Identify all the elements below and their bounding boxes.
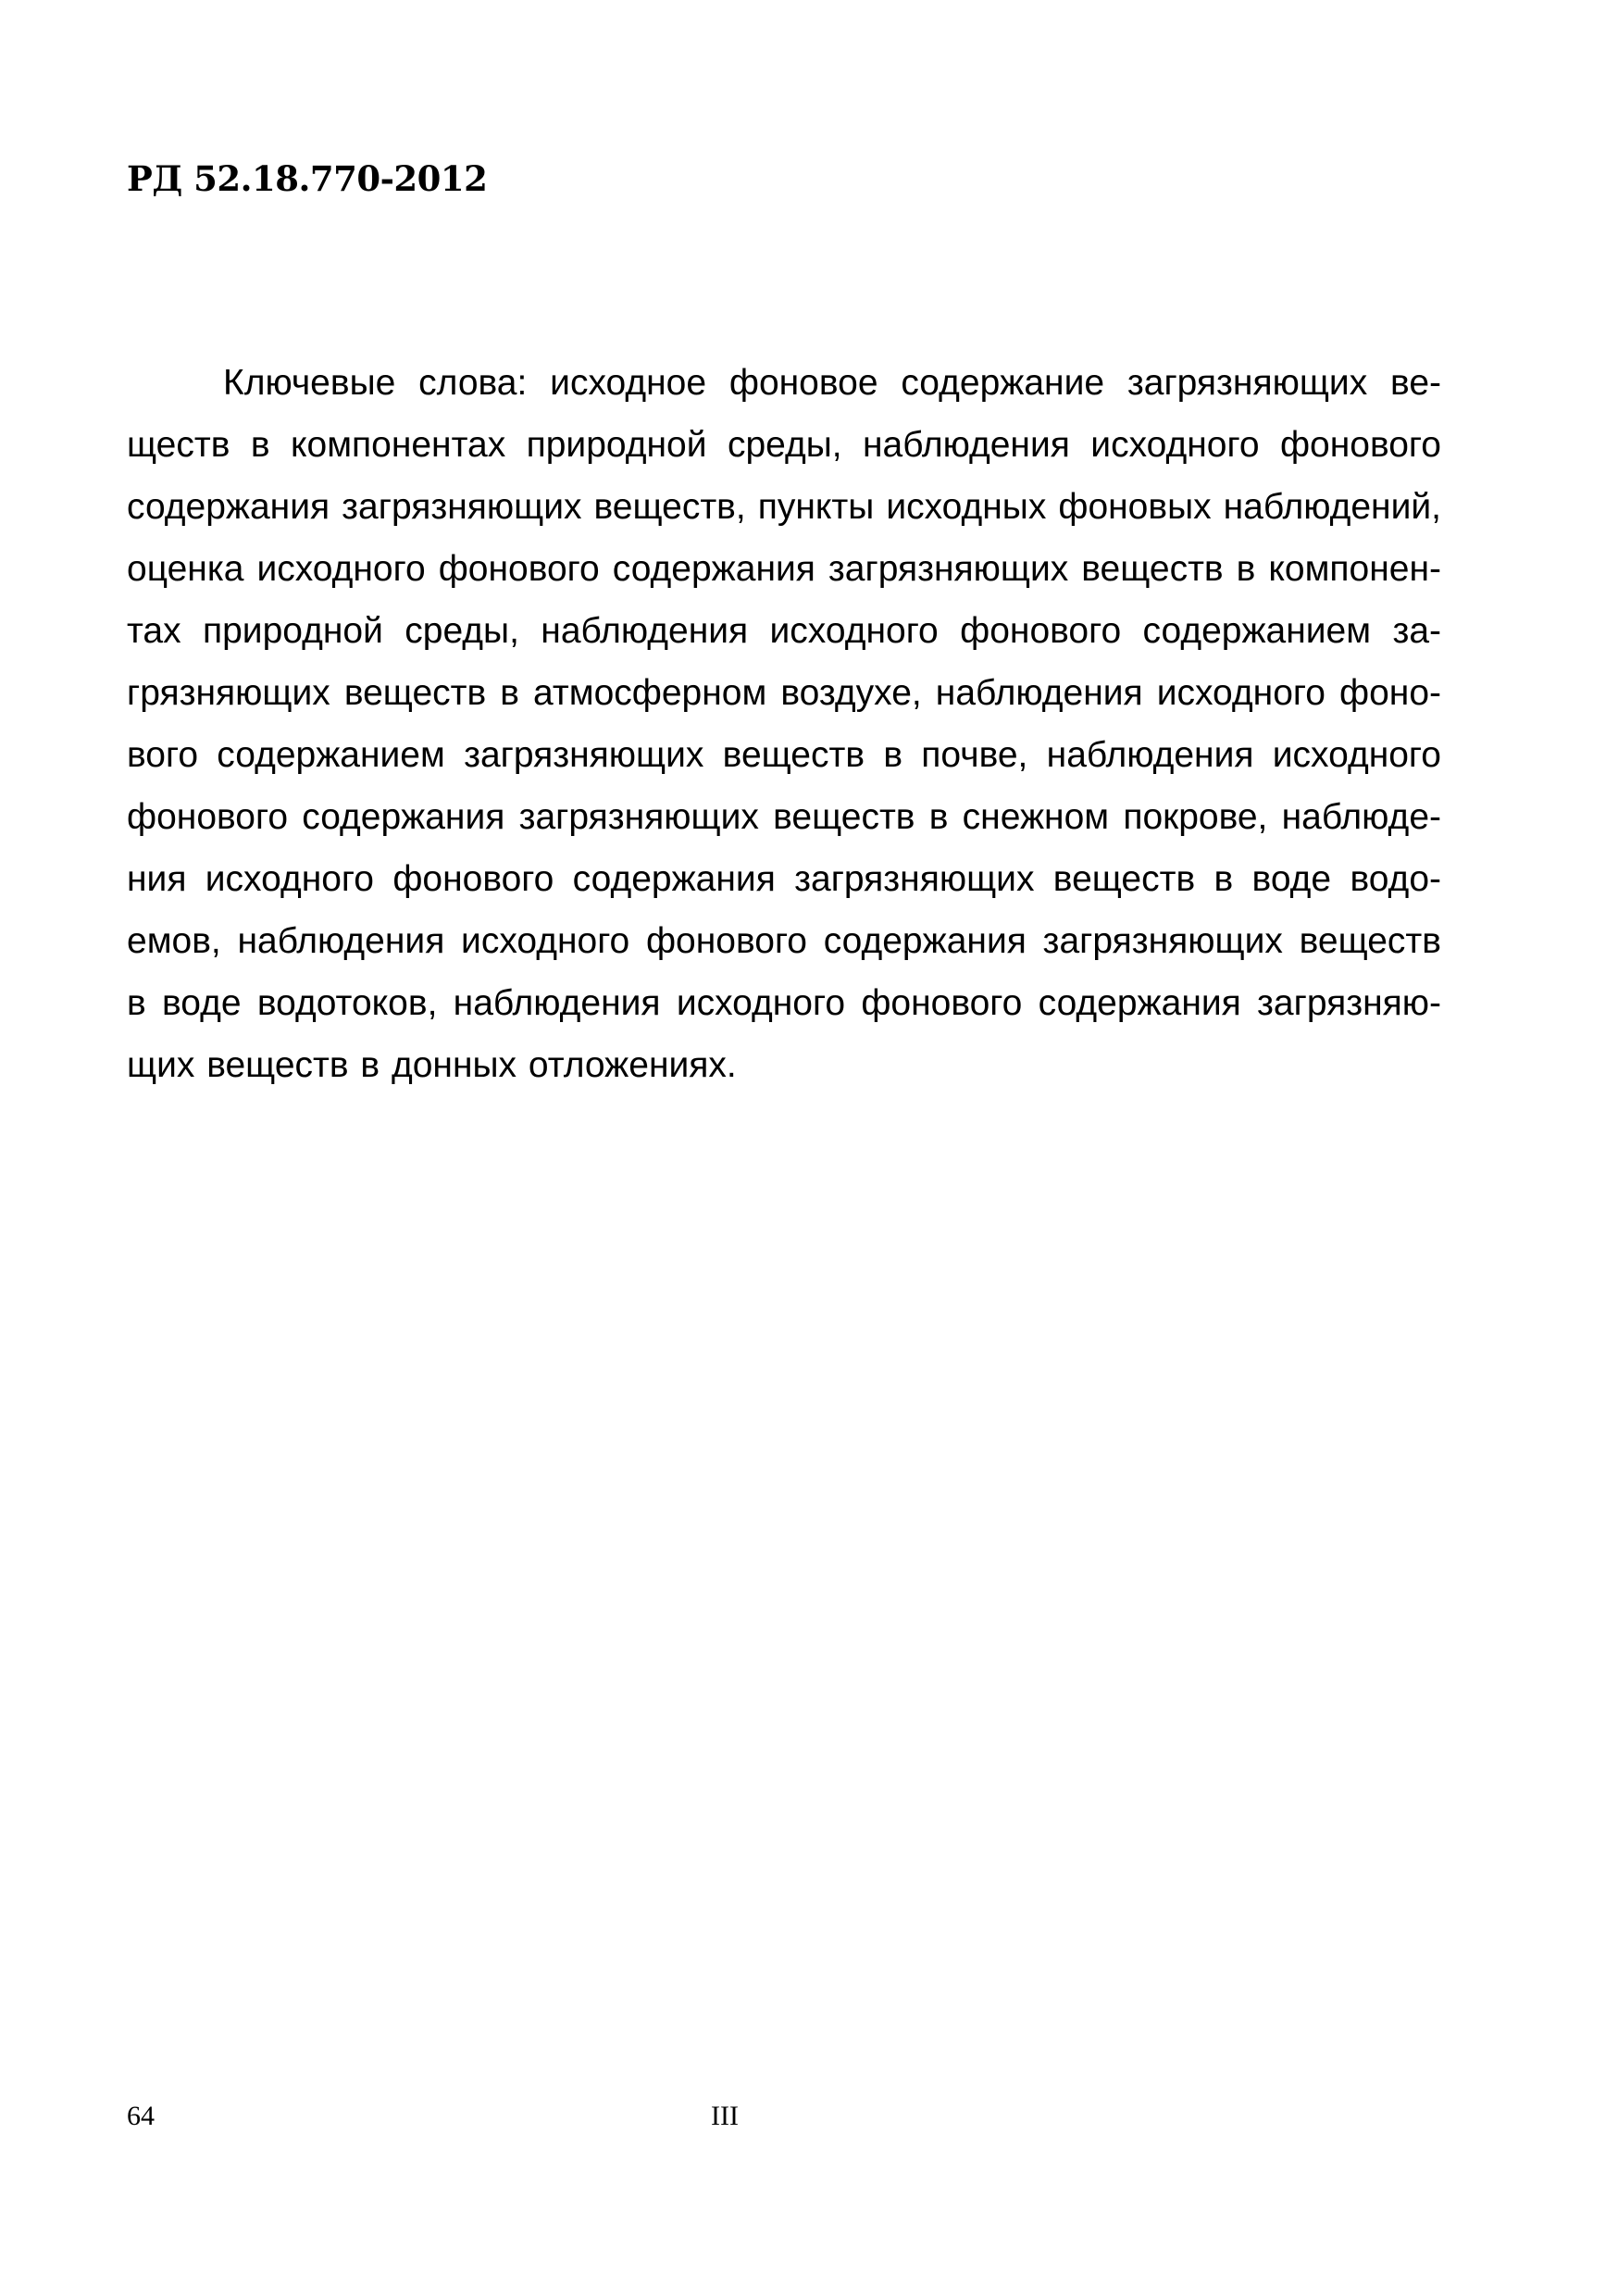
keywords-paragraph (127, 352, 1441, 1096)
keywords-line: тах природной среды, наблюдения исходного фонового содержанием за- (127, 611, 1441, 651)
keywords-line: фонового содержания загрязняющих веществ в снежном покрове, наблюде- (127, 797, 1441, 837)
keywords-line: в воде водотоков, наблюдения исходного фонового содержания загрязняю- (127, 983, 1441, 1023)
keywords-line: Ключевые слова: исходное фоновое содержание загрязняющих ве- (223, 363, 1441, 403)
keywords-line: оценка исходного фонового содержания загрязняющих веществ в компонен- (127, 549, 1441, 589)
keywords-line: емов, наблюдения исходного фонового содержания загрязняющих веществ (127, 921, 1441, 961)
keywords-line: ществ в компонентах природной среды, наблюдения исходного фонового (127, 425, 1441, 465)
keywords-line: вого содержанием загрязняющих веществ в почве, наблюдения исходного (127, 735, 1441, 775)
page-mark: III (711, 2101, 739, 2131)
keywords-line: щих веществ в донных отложениях. (127, 1045, 737, 1085)
page-number: 64 (127, 2101, 155, 2131)
keywords-line: грязняющих веществ в атмосферном воздухе, наблюдения исходного фоно- (127, 673, 1441, 713)
keywords-line: ния исходного фонового содержания загрязняющих веществ в воде водо- (127, 859, 1441, 899)
document-code: РД 52.18.770-2012 (127, 158, 488, 199)
keywords-line: содержания загрязняющих веществ, пункты исходных фоновых наблюдений, (127, 487, 1441, 527)
